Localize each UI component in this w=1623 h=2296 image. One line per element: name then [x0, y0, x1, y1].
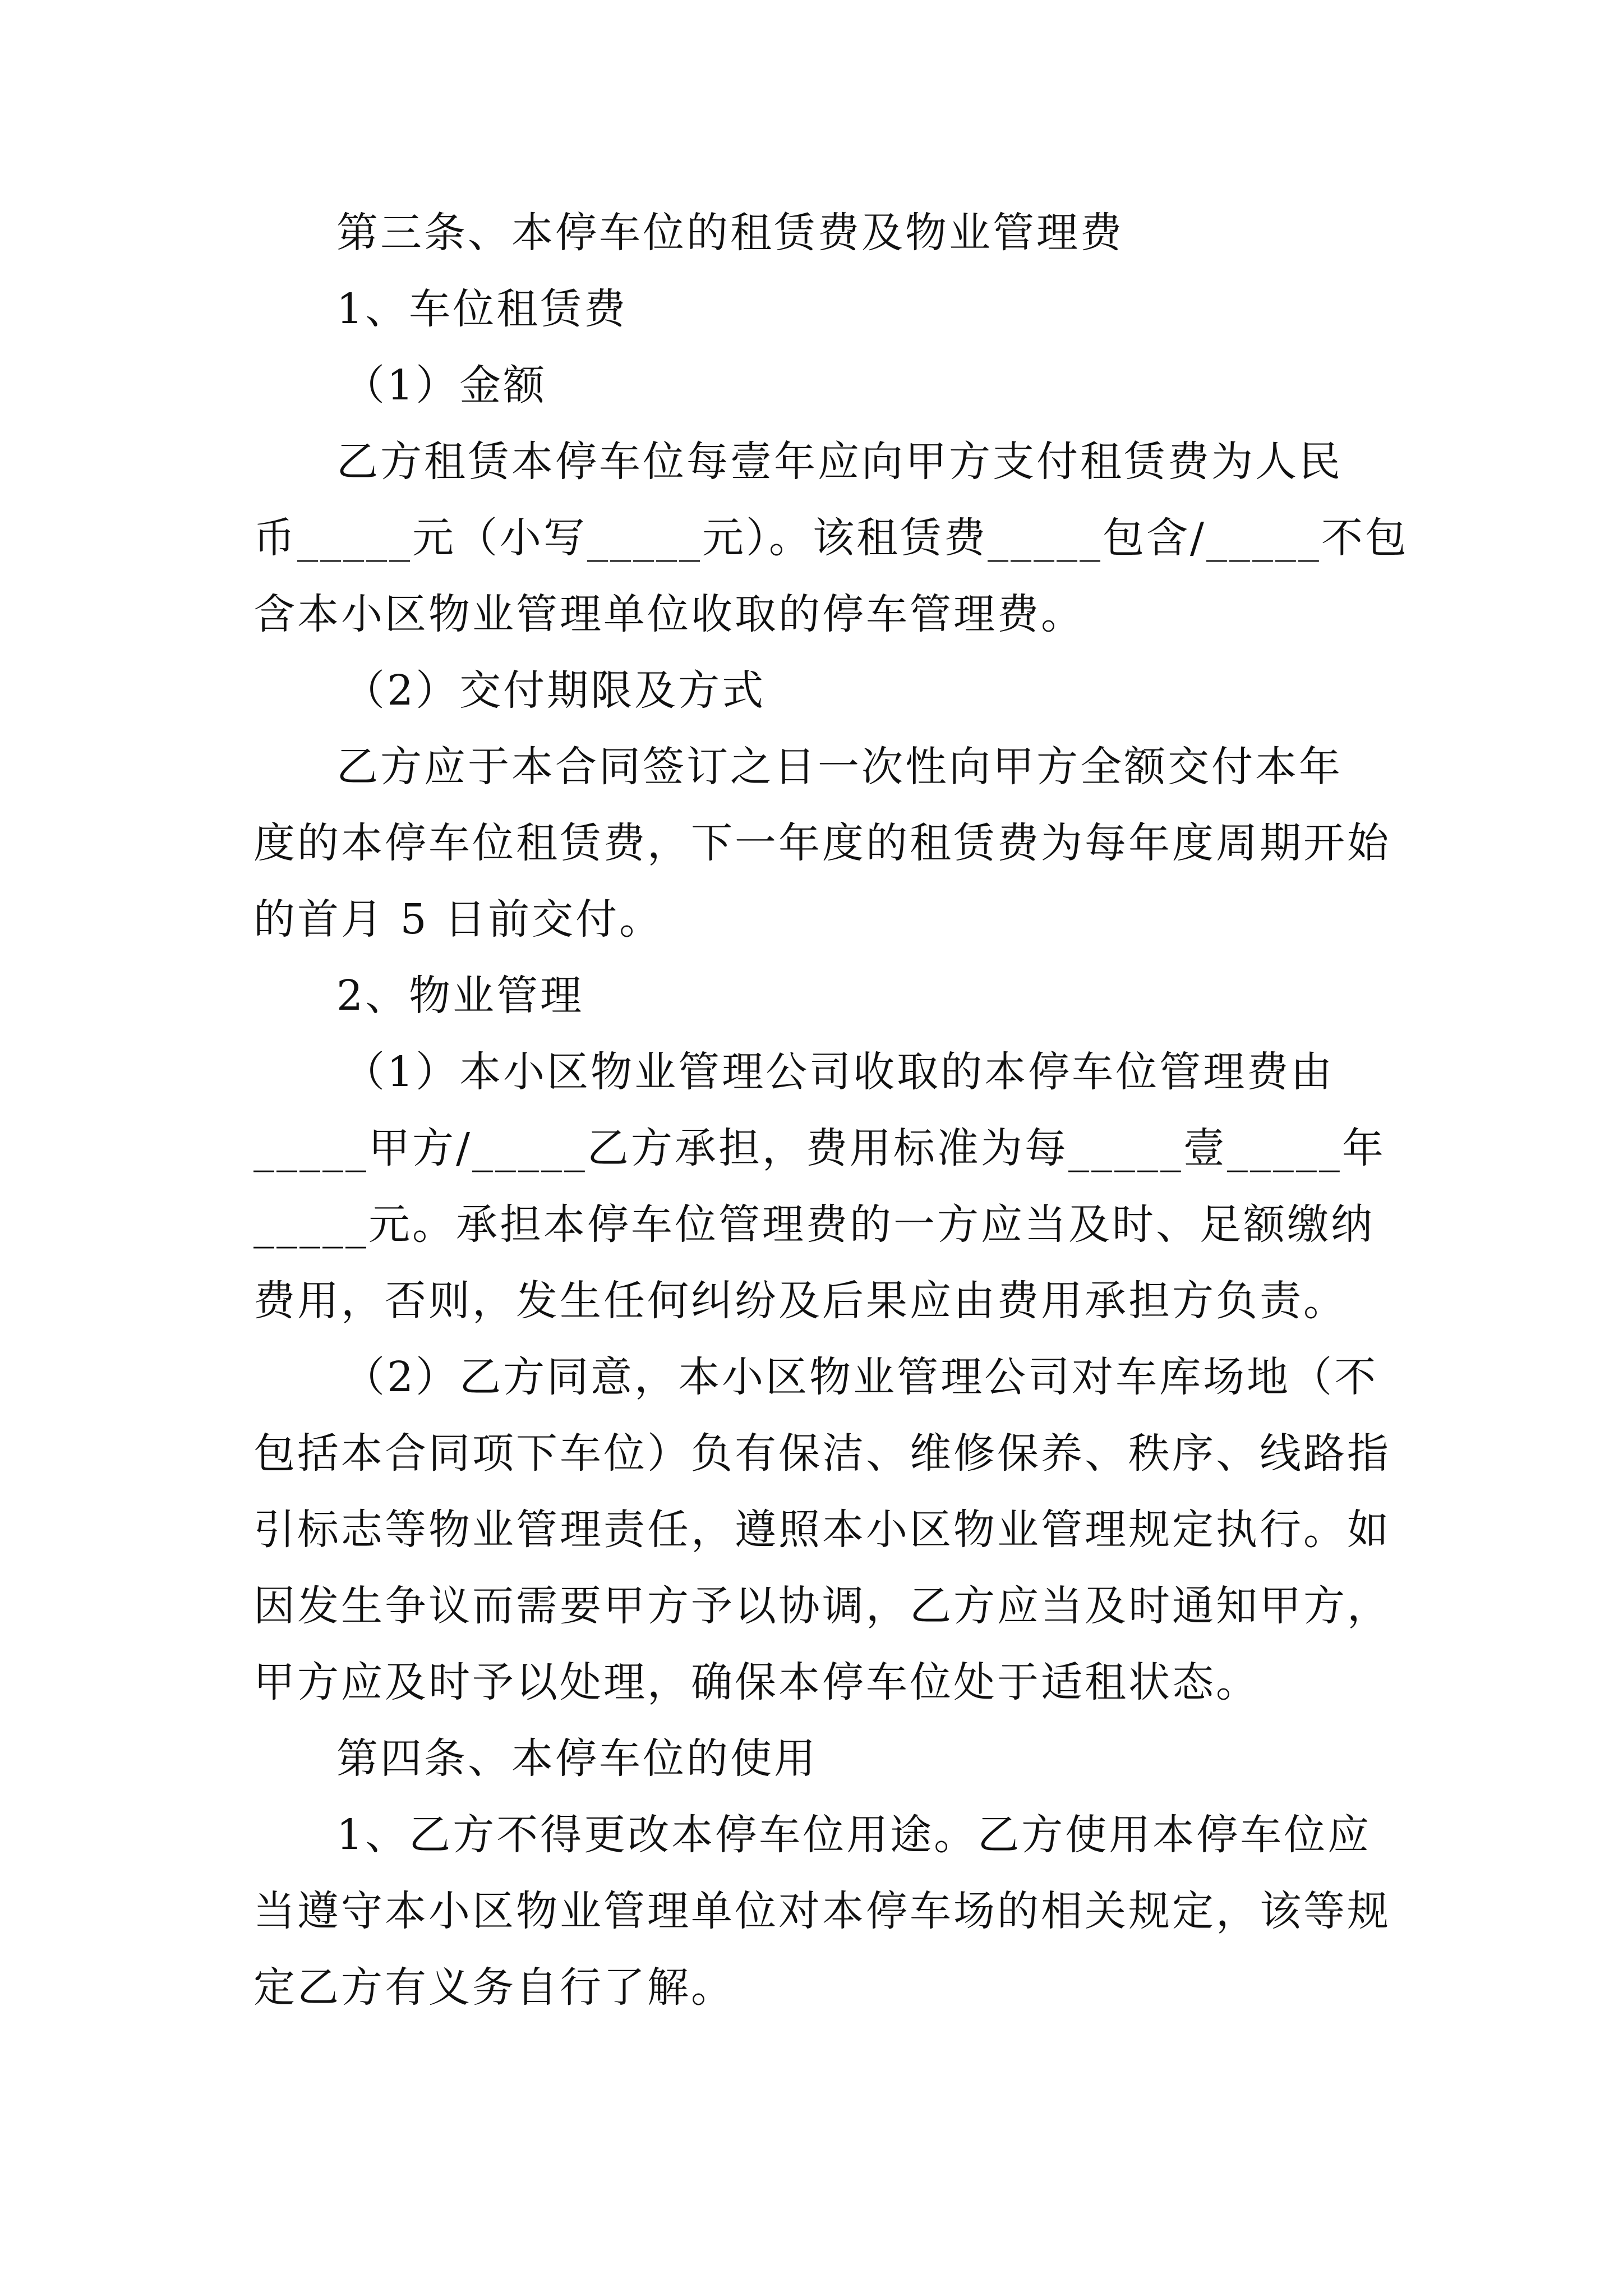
paragraph-line: 币_____元（小写_____元）。该租赁费_____包含/_____不包	[253, 514, 1409, 562]
paragraph-line: （1）本小区物业管理公司收取的本停车位管理费由	[343, 1048, 1335, 1096]
paragraph-line: 1、乙方不得更改本停车位用途。乙方使用本停车位应	[336, 1811, 1372, 1859]
paragraph-line: _____甲方/_____乙方承担，费用标准为每_____壹_____年	[253, 1124, 1386, 1172]
paragraph-line: 乙方租赁本停车位每壹年应向甲方支付租赁费为人民	[336, 438, 1343, 486]
paragraph-line: 当遵守本小区物业管理单位对本停车场的相关规定，该等规	[253, 1887, 1391, 1935]
paragraph-line: 定乙方有义务自行了解。	[253, 1963, 735, 2012]
paragraph-line: 引标志等物业管理责任，遵照本小区物业管理规定执行。如	[253, 1506, 1391, 1554]
subsection-amount-heading: （1）金额	[343, 361, 547, 409]
paragraph-line: （2）乙方同意，本小区物业管理公司对车库场地（不	[343, 1353, 1378, 1401]
section-2-heading: 2、物业管理	[336, 972, 584, 1020]
paragraph-line: 因发生争议而需要甲方予以协调，乙方应当及时通知甲方，	[253, 1582, 1391, 1630]
paragraph-line: _____元。承担本停车位管理费的一方应当及时、足额缴纳	[253, 1200, 1375, 1249]
paragraph-line: 包括本合同项下车位）负有保洁、维修保养、秩序、线路指	[253, 1429, 1391, 1478]
subsection-payment-heading: （2）交付期限及方式	[343, 666, 766, 715]
article-4-heading: 第四条、本停车位的使用	[336, 1734, 818, 1783]
section-1-heading: 1、车位租赁费	[336, 285, 628, 333]
paragraph-line: 乙方应于本合同签订之日一次性向甲方全额交付本年	[336, 743, 1343, 791]
paragraph-line: 度的本停车位租赁费，下一年度的租赁费为每年度周期开始	[253, 819, 1391, 867]
paragraph-line: 的首月 5 日前交付。	[253, 895, 663, 944]
article-3-heading: 第三条、本停车位的租赁费及物业管理费	[336, 209, 1124, 257]
paragraph-line: 费用，否则，发生任何纠纷及后果应由费用承担方负责。	[253, 1277, 1347, 1325]
paragraph-line: 甲方应及时予以处理，确保本停车位处于适租状态。	[253, 1658, 1260, 1706]
paragraph-line: 含本小区物业管理单位收取的停车管理费。	[253, 590, 1085, 638]
